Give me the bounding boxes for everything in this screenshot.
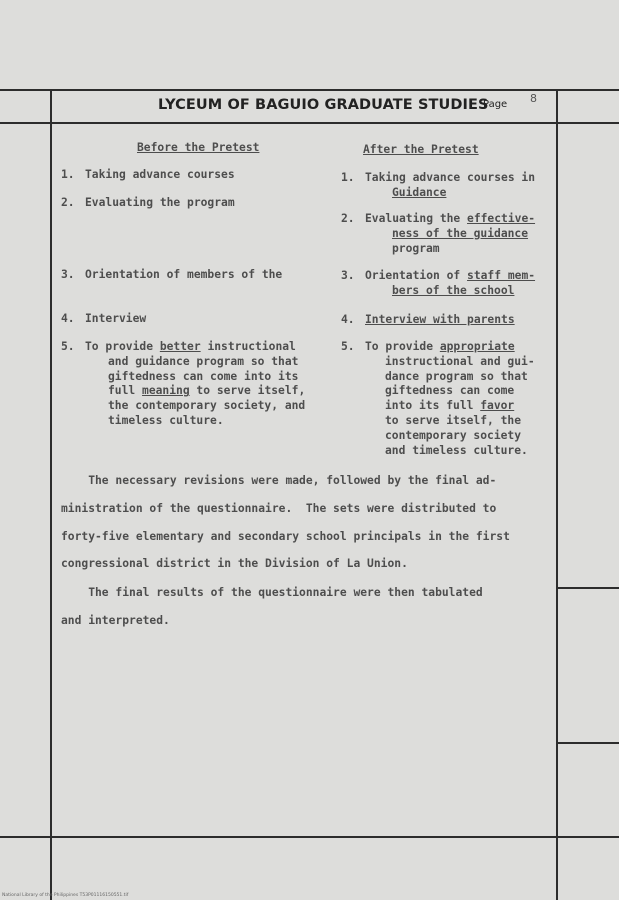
before-pretest-heading: Before the Pretest	[137, 141, 260, 154]
item-number: 3.	[341, 269, 355, 282]
item-line: timeless culture.	[108, 413, 224, 427]
paragraph-2-line-2: and interpreted.	[61, 614, 170, 627]
item-number: 5.	[61, 340, 75, 353]
page-number: 8	[530, 92, 537, 105]
text-span: To provide	[365, 340, 440, 353]
text-span: Evaluating the	[365, 212, 468, 225]
underlined-word: effective-	[467, 212, 536, 225]
header-title: LYCEUM OF BAGUIO GRADUATE STUDIES	[158, 97, 489, 113]
text-span: instructional	[200, 340, 296, 353]
underlined-word: appropriate	[439, 340, 515, 353]
text-span: To provide	[85, 340, 160, 353]
item-text-block	[85, 340, 305, 429]
text-span: full	[108, 384, 143, 398]
item-line	[365, 399, 535, 414]
underlined-word: favor	[480, 399, 515, 413]
paragraph-1-line-2: ministration of the questionnaire. The sets were distributed to	[61, 502, 497, 515]
item-line	[365, 269, 535, 284]
item-line: instructional and gui-	[385, 354, 535, 368]
item-text: Taking advance courses	[85, 168, 235, 181]
paragraph-1-line-1: The necessary revisions were made, followed by the final ad-	[61, 474, 497, 487]
item-text: Orientation of members of the	[85, 268, 283, 281]
item-line: dance program so that	[385, 369, 528, 383]
item-line: contemporary society	[385, 428, 522, 442]
paragraph-1-line-3: forty-five elementary and secondary school principals in the first	[61, 530, 510, 543]
item-number: 4.	[61, 312, 75, 325]
underlined-word: staff mem-	[467, 269, 536, 282]
underlined-word: better	[159, 340, 201, 353]
item-text-block	[365, 340, 535, 458]
rule-left-margin	[50, 89, 52, 900]
item-text: Interview	[85, 312, 147, 325]
item-number: 2.	[341, 212, 355, 225]
item-text-block	[365, 269, 535, 299]
item-number: 1.	[61, 168, 75, 181]
rule-right-margin	[556, 89, 558, 900]
paragraph-1-line-4: congressional district in the Division of La Union.	[61, 557, 408, 570]
text-span: Orientation of	[365, 269, 468, 282]
item-number: 4.	[341, 313, 355, 326]
after-pretest-heading: After the Pretest	[363, 143, 479, 156]
item-number: 2.	[61, 196, 75, 209]
item-line: and timeless culture.	[385, 443, 528, 457]
item-text-underlined: Interview with parents	[365, 313, 515, 326]
underlined-word: meaning	[142, 384, 190, 398]
text-span: to serve itself,	[189, 384, 306, 398]
item-line	[365, 212, 535, 227]
underlined-word: bers of the school	[392, 283, 515, 297]
item-line	[85, 340, 305, 355]
item-text: Evaluating the program	[85, 196, 235, 209]
item-line: and guidance program so that	[108, 354, 299, 368]
text-span: into its full	[385, 399, 481, 413]
item-line: to serve itself, the	[385, 413, 522, 427]
item-line	[365, 284, 535, 299]
item-line: giftedness can come into its	[108, 369, 299, 383]
item-text-block	[365, 212, 535, 256]
item-line	[365, 227, 535, 242]
item-line-underlined: Guidance	[392, 185, 447, 199]
item-line: giftedness can come	[385, 384, 515, 398]
paragraph-2-line-1: The final results of the questionnaire were then tabulated	[61, 586, 483, 599]
item-line: the contemporary society, and	[108, 399, 306, 413]
scan-footer: National Library of the Philippines T53P01116150551.tif	[2, 893, 129, 898]
item-line: program	[392, 241, 440, 255]
rule-right-side-1	[556, 587, 619, 589]
item-line	[365, 340, 535, 355]
rule-header-bottom	[0, 122, 619, 124]
item-line: Taking advance courses in	[365, 171, 536, 184]
item-text-block	[365, 171, 535, 201]
page-label: Page	[483, 99, 508, 110]
item-number: 3.	[61, 268, 75, 281]
item-number: 1.	[341, 171, 355, 184]
rule-right-side-2	[556, 742, 619, 744]
item-number: 5.	[341, 340, 355, 353]
underlined-word: ness of the guidance	[392, 226, 529, 240]
rule-bottom	[0, 836, 619, 838]
rule-top	[0, 89, 619, 91]
item-line	[85, 384, 305, 399]
